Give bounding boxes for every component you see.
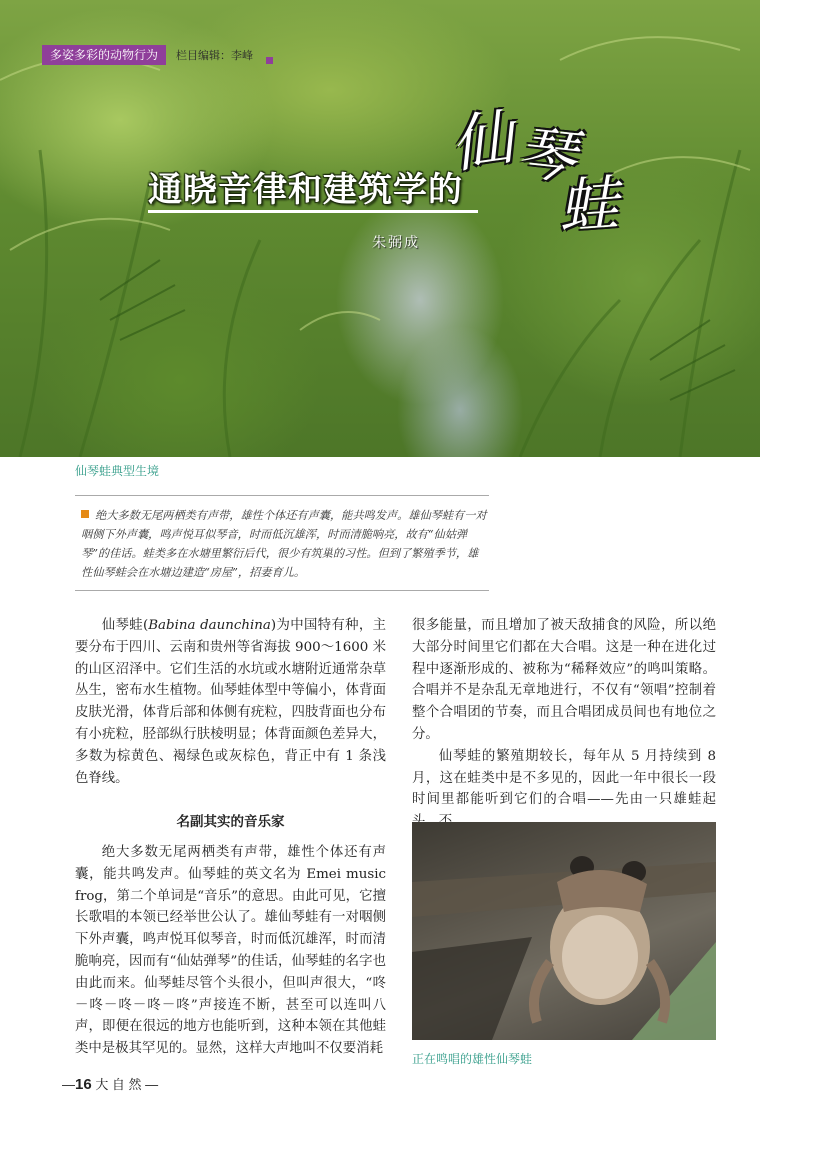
title-calligraphy-char: 琴 — [514, 118, 579, 192]
summary-box — [75, 495, 489, 591]
footer-dash: — — [145, 1077, 159, 1092]
habitat-foliage — [0, 0, 760, 457]
frog-illustration — [412, 822, 716, 1040]
author-name: 朱弼成 — [372, 235, 420, 251]
article-title: 通晓音律和建筑学的 — [148, 170, 463, 210]
footer-dash: — — [62, 1077, 75, 1092]
body-paragraph: 仙琴蛙的繁殖期较长，每年从 5 月持续到 8 月，这在蛙类中是不多见的，因此一年中很长一段时间里都能听到它们的合唱——先由一只雄蛙起 — [412, 748, 716, 808]
summary-marker — [81, 510, 89, 518]
body-paragraph — [75, 615, 386, 789]
title-calligraphy-char: 仙 — [445, 100, 518, 182]
habitat-photo — [0, 0, 760, 457]
latin-name: Babina daunchina — [148, 618, 271, 633]
body-left-column-lower — [75, 842, 386, 1060]
summary-text — [81, 506, 487, 582]
body-paragraph-continued: 很多能量，而且增加了被天敌捕食的风险，所以绝大部分时间里它们都在大合唱。这是一种在进化过程中逐渐形成的、被称为“稀释效应”的鸣叫策略。合唱并不是杂乱无章地进行，不仅有“领唱”控制着整个合唱团的节奏，而且合唱团成员间也有地位之分。 — [412, 618, 716, 742]
body-right-column — [412, 615, 716, 833]
page-number: 16 — [75, 1076, 92, 1093]
summary-body: 绝大多数无尾两栖类有声带，雄性个体还有声囊，能共鸣发声。雄仙琴蛙有一对咽侧下外声囊，鸣声悦耳似琴音，时而低沉雄浑，时而清脆响亮，故有“仙姑弹琴”的佳话。蛙类多在水塘里繁衍后代，很少有筑巢的习性。但到了繁殖季节，雄性仙琴蛙会在水塘边建造“房屋”，招妻育儿。 — [81, 509, 487, 579]
column-editor: 栏目编辑：李峰 — [176, 50, 253, 62]
body-paragraph: 绝大多数无尾两栖类有声带，雄性个体还有声囊，能共鸣发声。仙琴蛙的英文名为 Emei music frog，第二个单词是“音乐”的意思。由此可见，它擅长歌唱的本领已经举世公认了。雄仙琴蛙有一对咽侧下外声囊，鸣声悦耳似琴音，时而低沉雄浑，时而清脆响亮，因而有“仙姑弹琴”的佳话，仙琴蛙的名字也由此而来。仙琴蛙尽管个头很小，但叫声很大，“咚－咚－咚－咚－咚”声接连不断，甚至可以连叫八声，即便在很远的地方也能听到，这种本领在其他蛙类中是极其罕见的。显然，这样大声地叫不仅要消耗 — [75, 845, 386, 1057]
column-tag: 多姿多彩的动物行为 — [42, 45, 166, 65]
magazine-name: 大 自 然 — [95, 1077, 142, 1092]
paragraph-text: )为中国特有种，主要分布于四川、云南和贵州等省海拔 900～1600 米的山区沼泽中。它们生活的水坑或水塘附近通常杂草丛生，密布水生植物。仙琴蛙体型中等偏小，体背面皮肤光滑，体背后部和体侧有疣粒，四肢背面也分布有小疣粒，胫部纵行肤棱明显；体背面颜色差异大，多数为棕黄色、褐绿色或灰棕色，背正中有 1 条浅色脊线。 — [75, 618, 386, 786]
editor-marker — [266, 57, 273, 64]
habitat-caption: 仙琴蛙典型生境 — [75, 464, 160, 478]
paragraph-text: 仙琴蛙( — [101, 618, 149, 633]
page-footer — [62, 1074, 158, 1093]
frog-caption: 正在鸣唱的雄性仙琴蛙 — [412, 1052, 533, 1066]
body-left-column — [75, 615, 386, 789]
frog-photo — [412, 822, 716, 1040]
title-calligraphy-char: 蛙 — [555, 168, 621, 243]
section-heading: 名副其实的音乐家 — [176, 814, 285, 829]
title-underline — [148, 210, 478, 213]
